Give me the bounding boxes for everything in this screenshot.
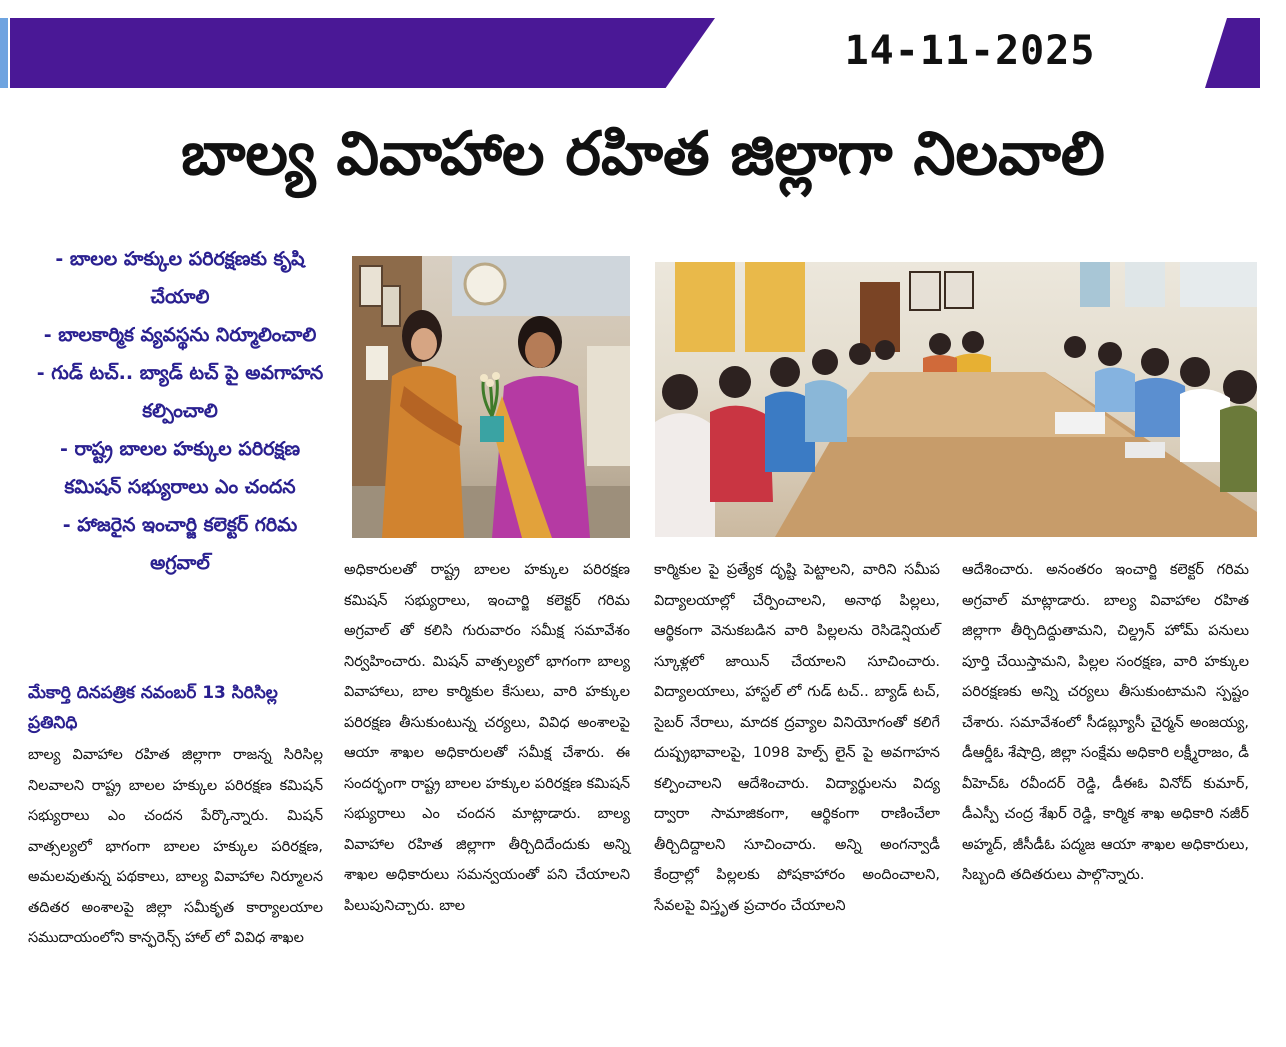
article-text: కార్మికుల పై ప్రత్యేక దృష్టి పెట్టాలని, వారిని సమీప విద్యాలయాల్లో చేర్పించాలని, అనాథ పిల్లలు, ఆర్థికంగా వెనుకబడిన వారి పిల్లలను రెసిడెన్షియల్ స్కూళ్లలో జాయిన్ చేయాలని సూచించారు. విద్యాలయాలు, హాస్టల్ లో గుడ్ టచ్.. బ్యాడ్ టచ్, సైబర్ నేరాలు, మాదక ద్రవ్యాల వినియోగంతో కలిగే దుష్ప్రభావాలపై, 1098 హెల్ప్ లైన్ పై అవగాహన కల్పించాలని ఆదేశించారు. విద్యార్థులను విద్య ద్వారా సామాజికంగా, ఆర్థికంగా రాణించేలా తీర్చిదిద్దాలని సూచించారు. అన్ని అంగన్వాడీ కేంద్రాల్లో పిల్లలకు పోషకాహారం అందించాలని, సేవలపై విస్తృత ప్రచారం చేయాలని	[654, 562, 940, 914]
bullet-item: - బాలకార్మిక వ్యవస్థను నిర్మూలించాలి	[43, 324, 317, 346]
issue-date: 14-11-2025	[844, 28, 1096, 74]
article-text: అధికారులతో రాష్ట్ర బాలల హక్కుల పరిరక్షణ కమిషన్ సభ్యురాలు, ఇంచార్జి కలెక్టర్ గరిమ అగ్రవాల్ తో కలిసి గురువారం సమీక్ష సమావేశం నిర్వహించారు. మిషన్ వాత్సల్యలో భాగంగా బాల్య వివాహాలు, బాల కార్మికుల కేసులు, వారి హక్కుల పరిరక్షణ తీసుకుంటున్న చర్యలు, వివిధ అంశాలపై ఆయా శాఖల అధికారులతో సమీక్ష చేశారు. ఈ సందర్భంగా రాష్ట్ర బాలల హక్కుల పరిరక్షణ కమిషన్ సభ్యురాలు ఎం చందన మాట్లాడారు. బాల్య వివాహాల రహిత జిల్లాగా తీర్చిదిదేందుకు అన్ని శాఖల అధికారులు సమన్వయంతో పని చేయాలని పిలుపునిచ్చారు. బాల	[344, 562, 630, 914]
article-column-1	[28, 740, 323, 954]
article-column-2	[344, 555, 630, 921]
highlight-bullets	[30, 240, 330, 582]
bullet-item: - రాష్ట్ర బాలల హక్కుల పరిరక్షణ కమిషన్ సభ్యురాలు ఎం చందన	[59, 438, 301, 498]
header-strip	[10, 18, 715, 88]
photo-meeting-art	[655, 262, 1257, 537]
bullet-item: - హాజరైన ఇంచార్జి కలెక్టర్ గరిమ అగ్రవాల్	[62, 514, 298, 574]
article-column-3	[654, 555, 940, 921]
logo-edge	[0, 18, 8, 88]
headline: బాల్య వివాహాల రహిత జిల్లాగా నిలవాలి	[181, 119, 1105, 189]
article-column-4	[962, 555, 1249, 891]
photo-greeting-art	[352, 256, 630, 538]
bullet-item: - బాలల హక్కుల పరిరక్షణకు కృషి చేయాలి	[55, 248, 305, 308]
article-text: ఆదేశించారు. అనంతరం ఇంచార్జి కలెక్టర్ గరిమ అగ్రవాల్ మాట్లాడారు. బాల్య వివాహాల రహిత జిల్లాగా తీర్చిదిద్దుతామని, చిల్డ్రన్ హోమ్ పనులు పూర్తి చేయిస్తామని, పిల్లల సంరక్షణ, వారి హక్కుల పరిరక్షణకు అన్ని చర్యలు తీసుకుంటామని స్పష్టం చేశారు. సమావేశంలో సీడబ్ల్యూసీ చైర్మన్ అంజయ్య, డీఆర్డీఓ శేషాద్రి, జిల్లా సంక్షేమ అధికారి లక్ష్మీరాజం, డీ వీహెచ్ఓ రవీందర్ రెడ్డి, డీఈఓ వినోద్ కుమార్, డీఎస్పీ చంద్ర శేఖర్ రెడ్డి, కార్మిక శాఖ అధికారి నజీర్ అహ్మద్, జీసీడీఓ పద్మజ ఆయా శాఖల అధికారులు, సిబ్బంది తదితరులు పాల్గొన్నారు.	[962, 562, 1249, 883]
bullet-item: - గుడ్ టచ్.. బ్యాడ్ టచ్ పై అవగాహన కల్పించాలి	[36, 362, 324, 422]
photo-meeting	[655, 262, 1257, 537]
header-tab	[1205, 18, 1260, 88]
byline: మేకార్తి దినపత్రిక నవంబర్ 13 సిరిసిల్ల ప్రతినిధి	[28, 683, 278, 733]
article-text: బాల్య వివాహాల రహిత జిల్లాగా రాజన్న సిరిసిల్ల నిలవాలని రాష్ట్ర బాలల హక్కుల పరిరక్షణ కమిషన్ సభ్యురాలు ఎం చందన పేర్కొన్నారు. మిషన్ వాత్సల్యలో భాగంగా బాలల హక్కుల పరిరక్షణ, అమలవుతున్న పథకాలు, బాల్య వివాహాల నిర్మూలన తదితర అంశాలపై జిల్లా సమీకృత కార్యాలయాల సముదాయంలోని కాన్ఫరెన్స్ హాల్ లో వివిధ శాఖల	[28, 747, 323, 946]
photo-greeting	[352, 256, 630, 538]
